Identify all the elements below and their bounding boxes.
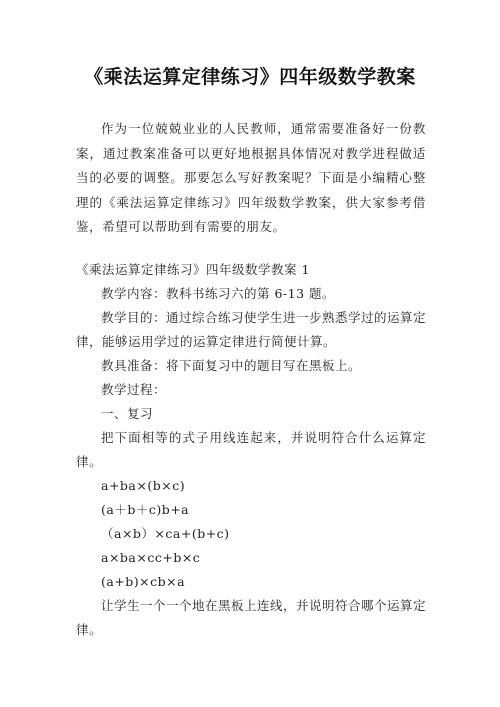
teaching-goal: 教学目的：通过综合练习使学生进一步熟悉学过的运算定律，能够运用学过的运算定律进行简便计算。 <box>76 310 427 349</box>
lesson-body <box>76 258 426 642</box>
teaching-content: 教学内容：教科书练习六的第 6-13 题。 <box>101 286 336 301</box>
teaching-process: 教学过程： <box>101 382 167 397</box>
section-heading: 《乘法运算定律练习》四年级数学教案 1 <box>76 262 310 277</box>
closing-paragraph: 让学生一个一个地在黑板上连线，并说明符合哪个运算定律。 <box>76 598 427 637</box>
formula-line: a×ba×cc+b×c <box>101 550 201 565</box>
review-instruction: 把下面相等的式子用线连起来，并说明符合什么运算定律。 <box>76 430 426 469</box>
formula-line: (a＋b＋c)b+a <box>101 502 190 517</box>
formula-line: （a×b）×ca+(b+c) <box>101 526 230 541</box>
teaching-tools: 教具准备：将下面复习中的题目写在黑板上。 <box>101 358 362 373</box>
intro-paragraph: 作为一位兢兢业业的人民教师，通常需要准备好一份教案，通过教案准备可以更好地根据具体情况对教学进程做适当的必要的调整。那要怎么写好教案呢？下面是小编精心整理的《乘法运算定律练习》四年级数学教案，供大家参考借鉴，希望可以帮助到有需要的朋友。 <box>76 121 426 234</box>
formula-line: a+ba×(b×c) <box>101 478 186 493</box>
page-title: 《乘法运算定律练习》四年级数学教案 <box>84 66 416 88</box>
review-heading: 一、复习 <box>101 406 154 421</box>
formula-line: (a+b)×cb×a <box>101 574 186 589</box>
